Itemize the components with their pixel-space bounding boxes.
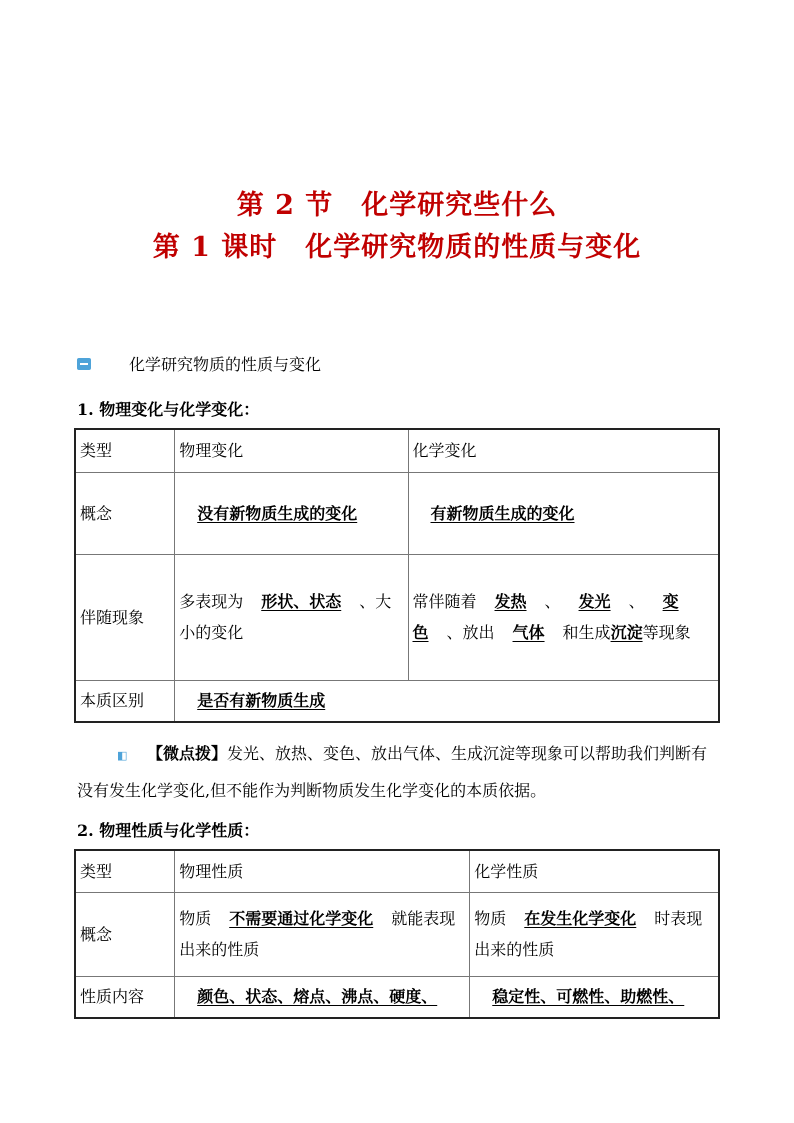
part2-heading: 2. 物理性质与化学性质：	[77, 821, 260, 840]
table-cell: 物理性质	[175, 850, 470, 892]
text: 多表现为	[179, 592, 244, 611]
property-table	[74, 849, 720, 1019]
answer-blank: 发光	[578, 592, 611, 611]
answer-blank: 稳定性、可燃性、助燃性、	[492, 987, 685, 1007]
table-row	[75, 850, 719, 892]
change-table	[74, 428, 720, 723]
table-cell	[175, 680, 719, 722]
lesson-title: 第 1 课时 化学研究物质的性质与变化	[152, 232, 642, 263]
section-title: 第 2 节 化学研究些什么	[236, 190, 558, 221]
table-cell	[175, 554, 408, 680]
table-cell	[175, 976, 470, 1018]
text: 和生成	[562, 623, 611, 642]
text: 、	[628, 592, 645, 611]
answer-blank: 不需要通过化学变化	[229, 909, 374, 928]
table-cell	[175, 472, 408, 554]
tip-box	[77, 735, 717, 809]
answer-blank: 形状、状态	[261, 592, 342, 611]
table-cell: 物理变化	[175, 429, 408, 472]
tip-text: 发光、放热、变色、放出气体、生成沉淀等现象可以帮助我们判断有没有发生化学变化,但不能作为判断物质发生化学变化的本质依据。	[77, 744, 708, 800]
minus-badge-icon	[77, 358, 91, 370]
text: 物质	[179, 909, 212, 928]
text: 、	[544, 592, 561, 611]
table-row	[75, 976, 719, 1018]
answer-blank: 沉淀	[610, 623, 643, 642]
answer-blank: 变色	[412, 592, 679, 642]
note-icon: ◧	[117, 749, 128, 762]
answer-blank: 没有新物质生成的变化	[197, 503, 358, 523]
table-cell	[408, 472, 719, 554]
table-cell	[470, 892, 719, 976]
table-cell: 概念	[75, 472, 175, 554]
part1-heading: 1. 物理变化与化学变化：	[77, 400, 260, 419]
text: 时表现出来的性质	[474, 909, 703, 959]
answer-blank: 在发生化学变化	[524, 909, 637, 928]
answer-blank: 发热	[494, 592, 527, 611]
table-row	[75, 429, 719, 472]
table-cell: 类型	[75, 850, 175, 892]
table-cell: 概念	[75, 892, 175, 976]
text: 常伴随着	[412, 592, 477, 611]
table-cell	[175, 892, 470, 976]
answer-blank: 颜色、状态、熔点、沸点、硬度、	[197, 987, 438, 1007]
table-row	[75, 554, 719, 680]
table-cell: 性质内容	[75, 976, 175, 1018]
text: 、放出	[446, 623, 495, 642]
answer-blank: 是否有新物质生成	[197, 691, 326, 711]
section-label: 化学研究物质的性质与变化	[129, 355, 322, 374]
table-cell: 本质区别	[75, 680, 175, 722]
text: 、大小的变化	[179, 592, 392, 642]
table-cell	[408, 554, 719, 680]
table-cell: 伴随现象	[75, 554, 175, 680]
section-header	[77, 352, 321, 375]
answer-blank: 有新物质生成的变化	[430, 503, 575, 523]
table-cell: 类型	[75, 429, 175, 472]
answer-blank: 气体	[512, 623, 545, 642]
tip-label: 【微点拨】	[147, 744, 228, 763]
text: 等现象	[642, 623, 691, 642]
table-row	[75, 472, 719, 554]
table-cell	[470, 976, 719, 1018]
table-cell: 化学性质	[470, 850, 719, 892]
text: 就能表现出来的性质	[179, 909, 456, 959]
text: 物质	[474, 909, 507, 928]
table-cell: 化学变化	[408, 429, 719, 472]
table-row	[75, 892, 719, 976]
table-row	[75, 680, 719, 722]
